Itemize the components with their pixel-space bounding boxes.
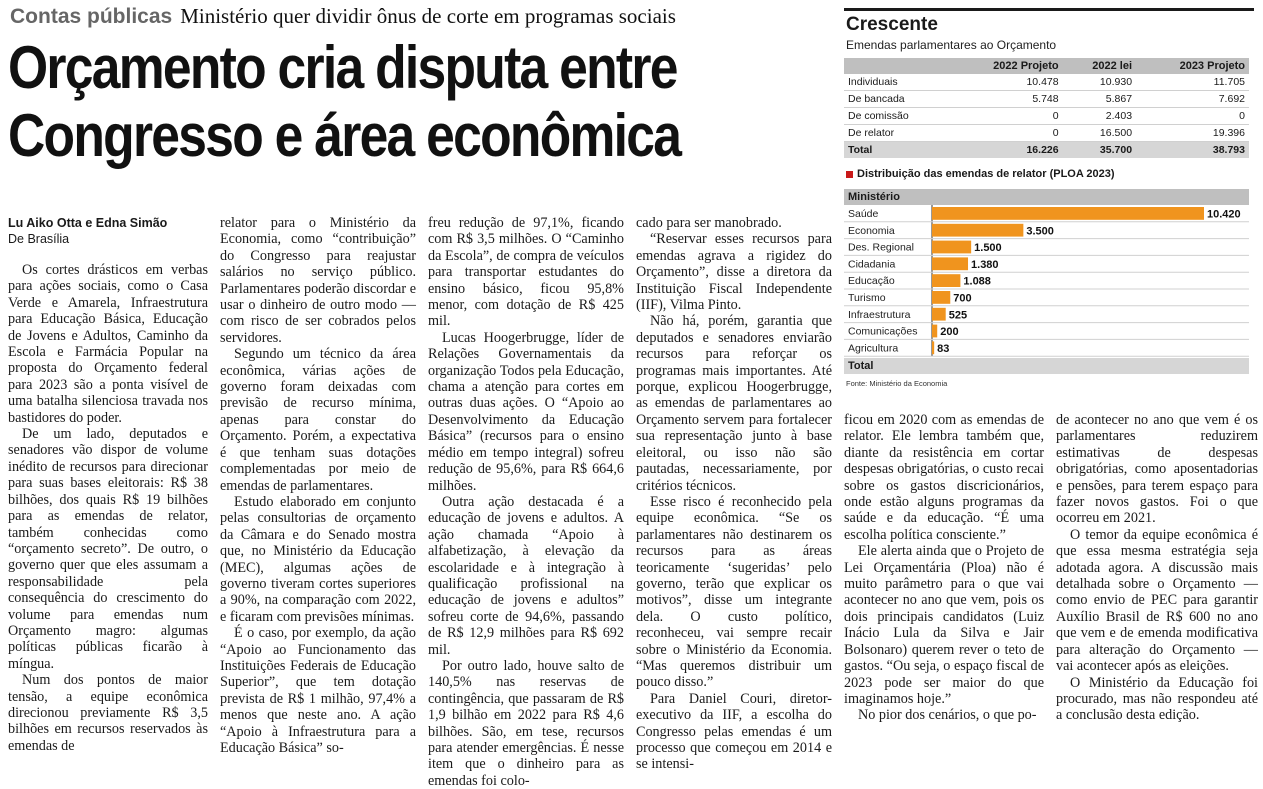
category-label: Infraestrutura bbox=[848, 308, 911, 321]
chart-heading bbox=[846, 168, 1115, 180]
bar bbox=[932, 291, 950, 304]
table-cell: De comissão bbox=[844, 108, 950, 125]
table-cell: 0 bbox=[950, 108, 1063, 125]
table-cell: 38.793 bbox=[1136, 142, 1249, 159]
value-label: 83 bbox=[937, 342, 950, 355]
headline-line-2: Congresso e área econômica bbox=[8, 102, 681, 169]
category-label: Economia bbox=[848, 224, 895, 237]
paragraph: freu redução de 97,1%, ficando com R$ 3,5 milhões. O “Caminho da Escola”, de compra de veículos para transportar estudantes do ensino básico, ficou 95,8% menor, com dotação de R$ 425 mil. bbox=[428, 215, 624, 330]
paragraph: cado para ser manobrado. bbox=[636, 215, 782, 231]
value-label: 3.500 bbox=[1026, 225, 1054, 238]
category-label: Comunicações bbox=[848, 325, 918, 338]
table-cell: 16.500 bbox=[1063, 125, 1136, 142]
table-total-row bbox=[844, 142, 1249, 159]
chart-heading-text: Distribuição das emendas de relator (PLOA 2023) bbox=[857, 168, 1115, 180]
category-label: Saúde bbox=[848, 208, 879, 220]
chart-column-header bbox=[844, 189, 1249, 205]
paragraph: O temor da equipe econômica é que essa mesma estratégia seja adotada agora. A discussão mais detalhada sobre o Orçamento — como envio de PEC para garantir Auxílio Brasil de R$ 600 no ano que vem e de emenda modificativa para alteração do Orçamento — vai acontecer após as eleições. bbox=[1056, 526, 1258, 675]
paragraph: Outra ação destacada é a educação de jovens e adultos. A ação chamada “Apoio à alfabetização, à elevação da escolaridade e à integração à qualificação profissional na educação de jovens e adultos” sofreu corte de 94,6%, passando de R$ 12,9 milhões para R$ 692 mil. bbox=[428, 493, 624, 658]
red-square-icon bbox=[846, 171, 853, 178]
category-label: Cidadania bbox=[848, 258, 896, 271]
chart-column-header-text: Ministério bbox=[848, 191, 900, 203]
paragraph: Por outro lado, houve salto de 140,5% nas reservas de contingência, que passaram de R$ 1,9 bilhão em 2022 para R$ 4,6 bilhões. São, em tese, recursos para atender emergências. É nesse item que o dinheiro para as emendas foi colo- bbox=[428, 657, 624, 789]
byline bbox=[8, 216, 208, 246]
headline-line-1: Orçamento cria disputa entre bbox=[8, 34, 677, 101]
bar bbox=[932, 274, 960, 287]
bar bbox=[932, 308, 946, 321]
category-label: Turismo bbox=[848, 292, 886, 304]
table-row bbox=[844, 125, 1249, 142]
table-cell: 2.403 bbox=[1063, 108, 1136, 125]
infographic-top-rule bbox=[844, 8, 1254, 11]
infographic bbox=[844, 0, 1263, 395]
paragraph: De um lado, deputados e senadores vão dispor de volume inédito de recursos para direcionar para suas bases eleitorais: R$ 38 bilhões, dos quais R$ 19 bilhões para as emendas de relator, também conhecidas como “orçamento secreto”. De outro, o governo quer que eles assumam a responsabilidade pela consequência do crescimento do volume para emendas num Orçamento magro: algumas políticas públicas ficarão à míngua. bbox=[8, 426, 208, 672]
value-label: 700 bbox=[953, 292, 972, 305]
paragraph: Não há, porém, garantia que deputados e senadores enviarão recursos para reforçar os programas mais importantes. Até porque, explicou Hoogerbrugge, as emendas de parlamentares ao Orçamento servem para fortalecer sua representação junto à base eleitoral, ou isso não são pautadas, necessariamente, por critérios técnicos. bbox=[636, 313, 832, 494]
value-label: 1.088 bbox=[963, 275, 991, 288]
category-label: Educação bbox=[848, 275, 895, 288]
bar bbox=[932, 341, 934, 354]
paragraph: Segundo um técnico da área econômica, várias ações de governo foram deixadas com previsão de recurso mínima, apenas para constar do Orçamento. Porém, a expectativa é que tenham suas dotações complementadas por meio de emendas de parlamentares. bbox=[220, 346, 416, 494]
article-column-4 bbox=[636, 215, 832, 773]
relator-amendments-bar-chart bbox=[844, 205, 1249, 357]
byline-place: De Brasília bbox=[8, 232, 70, 246]
table-cell: 16.226 bbox=[950, 142, 1063, 159]
value-label: 1.500 bbox=[974, 242, 1002, 255]
headline bbox=[8, 34, 713, 170]
table-cell: 0 bbox=[950, 125, 1063, 142]
paragraph: ficou em 2020 com as emendas de relator. Ele lembra também que, diante da resistência em cortar despesas obrigatórias, o custo recai sobre os gastos discricionários, onde estão alguns programas da saúde e da educação. “É uma escolha política consciente.” bbox=[844, 412, 1044, 543]
subheadline: Ministério quer dividir ônus de corte em programas sociais bbox=[180, 4, 676, 28]
paragraph: Esse risco é reconhecido pela equipe econômica. “Se os parlamentares não destinarem os recursos para as áreas teoricamente ‘sugeridas’ pelo governo, terão que explicar os motivos”, disse um integrante dela. O custo político, reconheceu, vai sempre recair sobre o Ministério da Economia. “Mas queremos distribuir um pouco disso.” bbox=[636, 493, 832, 691]
kicker-line bbox=[10, 2, 830, 31]
paragraph: Os cortes drásticos em verbas para ações sociais, como o Casa Verde e Amarela, Infraestrutura para Educação Básica, Educação de Jovens e Adultos, Caminho da Escola e Farmácia Popular na proposta do Orçamento federal para 2023 são a ponta visível de uma batalha silenciosa travada nos bastidores do poder. bbox=[8, 262, 208, 426]
table-cell: 19.396 bbox=[1136, 125, 1249, 142]
table-cell: 11.705 bbox=[1136, 74, 1249, 91]
category-label: Des. Regional bbox=[848, 241, 914, 254]
paragraph: Lucas Hoogerbrugge, líder de Relações Governamentais da organização Todos pela Educação, chama a atenção para cortes em outras duas ações. O “Apoio ao Desenvolvimento da Educação Básica” (recursos para o ensino médio em tempo integral) sofreu redução de 95,6%, para R$ 664,6 milhões. bbox=[428, 329, 624, 494]
paragraph: de acontecer no ano que vem é os parlamentares reduzirem estimativas de despesas obrigatórias, como aposentadorias e pensões, para terem espaço para fazer novos gastos. Foi o que ocorreu em 2021. bbox=[1056, 412, 1258, 527]
article-column-3 bbox=[428, 215, 624, 789]
table-row bbox=[844, 91, 1249, 108]
table-header-cell: 2022 lei bbox=[1063, 58, 1136, 74]
table-cell: 35.700 bbox=[1063, 142, 1136, 159]
value-label: 10.420 bbox=[1207, 208, 1241, 221]
value-label: 200 bbox=[940, 326, 959, 339]
paragraph: É o caso, por exemplo, da ação “Apoio ao Funcionamento das Instituições Federais de Educação Superior”, que tem dotação prevista de R$ 1 milhão, 97,4% a menos que neste ano. A ação “Apoio à Infraestrutura para a Educação Básica” so- bbox=[220, 625, 416, 756]
table-cell: 10.478 bbox=[950, 74, 1063, 91]
table-row bbox=[844, 108, 1249, 125]
bar bbox=[932, 257, 968, 270]
value-label: 525 bbox=[948, 309, 968, 322]
table-cell: 10.930 bbox=[1063, 74, 1136, 91]
table-header-cell: 2022 Projeto bbox=[950, 58, 1063, 74]
table-cell: 7.692 bbox=[1136, 91, 1249, 108]
source-note: Fonte: Ministério da Economia bbox=[846, 379, 948, 388]
article-column-1 bbox=[8, 262, 208, 754]
article-column-6 bbox=[1056, 412, 1258, 724]
table-cell: 5.748 bbox=[950, 91, 1063, 108]
paragraph: Ele alerta ainda que o Projeto de Lei Orçamentária (Ploa) não é muito parâmetro para o que vai acontecer no ano que vem, pois os dois principais candidatos (Luiz Inácio Lula da Silva e Jair Bolsonaro) querem rever o teto de gastos. “Ou seja, o espaço fiscal de 2023 pode ser maior do que imaginamos hoje.” bbox=[844, 543, 1044, 707]
bar bbox=[932, 207, 1204, 220]
amendments-table bbox=[844, 58, 1249, 158]
table-cell: 0 bbox=[1136, 108, 1249, 125]
article-column-5 bbox=[844, 412, 1044, 724]
value-label: 1.380 bbox=[971, 258, 999, 271]
table-header-row bbox=[844, 58, 1249, 74]
table-cell: Total bbox=[844, 142, 950, 159]
table-cell: Individuais bbox=[844, 74, 950, 91]
category-label: Agricultura bbox=[848, 342, 899, 355]
bar bbox=[932, 325, 937, 338]
paragraph: No pior dos cenários, o que po- bbox=[858, 707, 1037, 724]
table-row bbox=[844, 74, 1249, 91]
paragraph: Estudo elaborado em conjunto pelas consultorias de orçamento da Câmara e do Senado mostra que, no Ministério da Educação (MEC), algumas ações de governo tiveram cortes superiores a 90%, na comparação com 2022, e ficaram com previsões mínimas. bbox=[220, 493, 416, 625]
paragraph: O Ministério da Educação foi procurado, mas não respondeu até a conclusão desta edição. bbox=[1056, 674, 1258, 724]
byline-authors: Lu Aiko Otta e Edna Simão bbox=[8, 216, 168, 230]
article-column-2 bbox=[220, 215, 416, 756]
paragraph: Num dos pontos de maior tensão, a equipe econômica direcionou previamente R$ 3,5 bilhões em recursos reservados às emendas de bbox=[8, 672, 208, 754]
infographic-title: Crescente bbox=[846, 14, 938, 35]
table-header-cell: 2023 Projeto bbox=[1136, 58, 1249, 74]
bar bbox=[932, 241, 971, 254]
paragraph: “Reservar esses recursos para emendas agrava a rigidez do Orçamento”, disse a diretora da Instituição Fiscal Independente (IIF), Vilma Pinto. bbox=[636, 231, 832, 314]
table-header-cell bbox=[844, 58, 950, 74]
chart-total-label: Total bbox=[848, 360, 874, 372]
infographic-subtitle: Emendas parlamentares ao Orçamento bbox=[846, 38, 1057, 52]
chart-total-row bbox=[844, 358, 1249, 374]
paragraph: relator para o Ministério da Economia, como “contribuição” do Congresso para reajustar salários no serviço público. Parlamentares poderão discordar e usar o dinheiro de outro modo — com risco de ser cobrados pelos servidores. bbox=[220, 215, 416, 346]
section-label: Contas públicas bbox=[10, 5, 173, 28]
table-cell: De relator bbox=[844, 125, 950, 142]
table-cell: 5.867 bbox=[1063, 91, 1136, 108]
paragraph: Para Daniel Couri, diretor-executivo da IIF, a escolha do Congresso pelas emendas é um processo que começou em 2014 e se intensi- bbox=[636, 690, 832, 773]
table-cell: De bancada bbox=[844, 91, 950, 108]
bar bbox=[932, 224, 1023, 237]
